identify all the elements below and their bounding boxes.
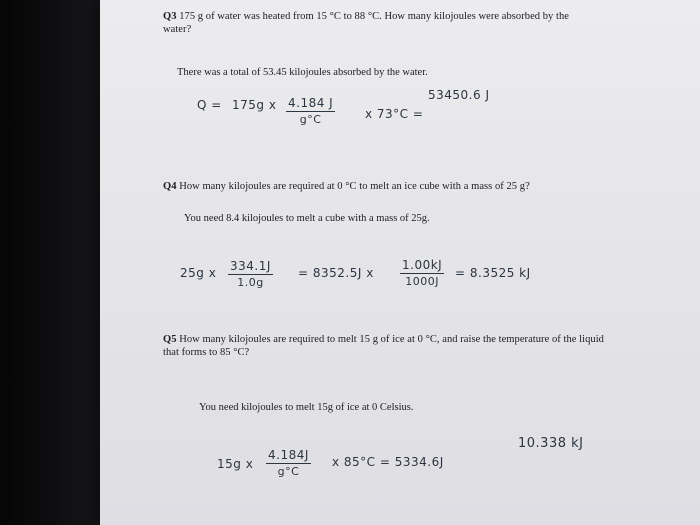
fraction-denominator: g°C <box>299 113 322 126</box>
work-fraction <box>228 259 273 289</box>
work-lhs: Q = <box>197 98 222 112</box>
question-number: Q4 <box>163 181 177 192</box>
fraction-numerator: 4.184 J <box>288 96 334 110</box>
fraction-numerator: 1.00kJ <box>402 258 443 272</box>
work-fraction <box>286 96 335 126</box>
work-times: x 73°C = <box>365 107 424 121</box>
fraction-denominator: 1.0g <box>237 276 264 289</box>
question-3 <box>163 10 583 36</box>
work-mass: 25g x <box>180 266 217 280</box>
question-text: How many kilojoules are required to melt 15 g of ice at 0 °C, and raise the temperature of the liquid that forms to 85 °C? <box>163 334 604 358</box>
fraction-numerator: 334.1J <box>230 259 271 273</box>
question-number: Q5 <box>163 334 177 345</box>
work-mass: 175g x <box>232 98 277 112</box>
work-fraction <box>266 448 311 478</box>
work-times: x 85°C = 5334.6J <box>332 455 444 469</box>
fraction-denominator: 1000J <box>405 275 439 288</box>
question-text: How many kilojoules are required at 0 °C to melt an ice cube with a mass of 25 g? <box>179 181 530 192</box>
worksheet-page <box>100 0 700 525</box>
question-text: 175 g of water was heated from 15 °C to 88 °C. How many kilojoules were absorbed by the water? <box>163 11 570 35</box>
fraction-denominator: g°C <box>277 465 300 478</box>
work-mass: 15g x <box>217 457 254 471</box>
fraction-numerator: 4.184J <box>268 448 309 462</box>
question-5 <box>163 333 613 359</box>
question-4 <box>163 180 683 193</box>
work-mid: = 8352.5J x <box>298 266 374 280</box>
work-result: 53450.6 J <box>428 88 490 102</box>
answer-3: There was a total of 53.45 kilojoules absorbed by the water. <box>177 67 428 78</box>
answer-5: You need kilojoules to melt 15g of ice at 0 Celsius. <box>199 402 414 413</box>
work-fraction-2 <box>400 258 444 288</box>
work-result: = 8.3525 kJ <box>455 266 531 280</box>
work-side-note: 10.338 kJ <box>518 436 584 451</box>
question-number: Q3 <box>163 11 177 22</box>
answer-4: You need 8.4 kilojoules to melt a cube with a mass of 25g. <box>184 213 430 224</box>
